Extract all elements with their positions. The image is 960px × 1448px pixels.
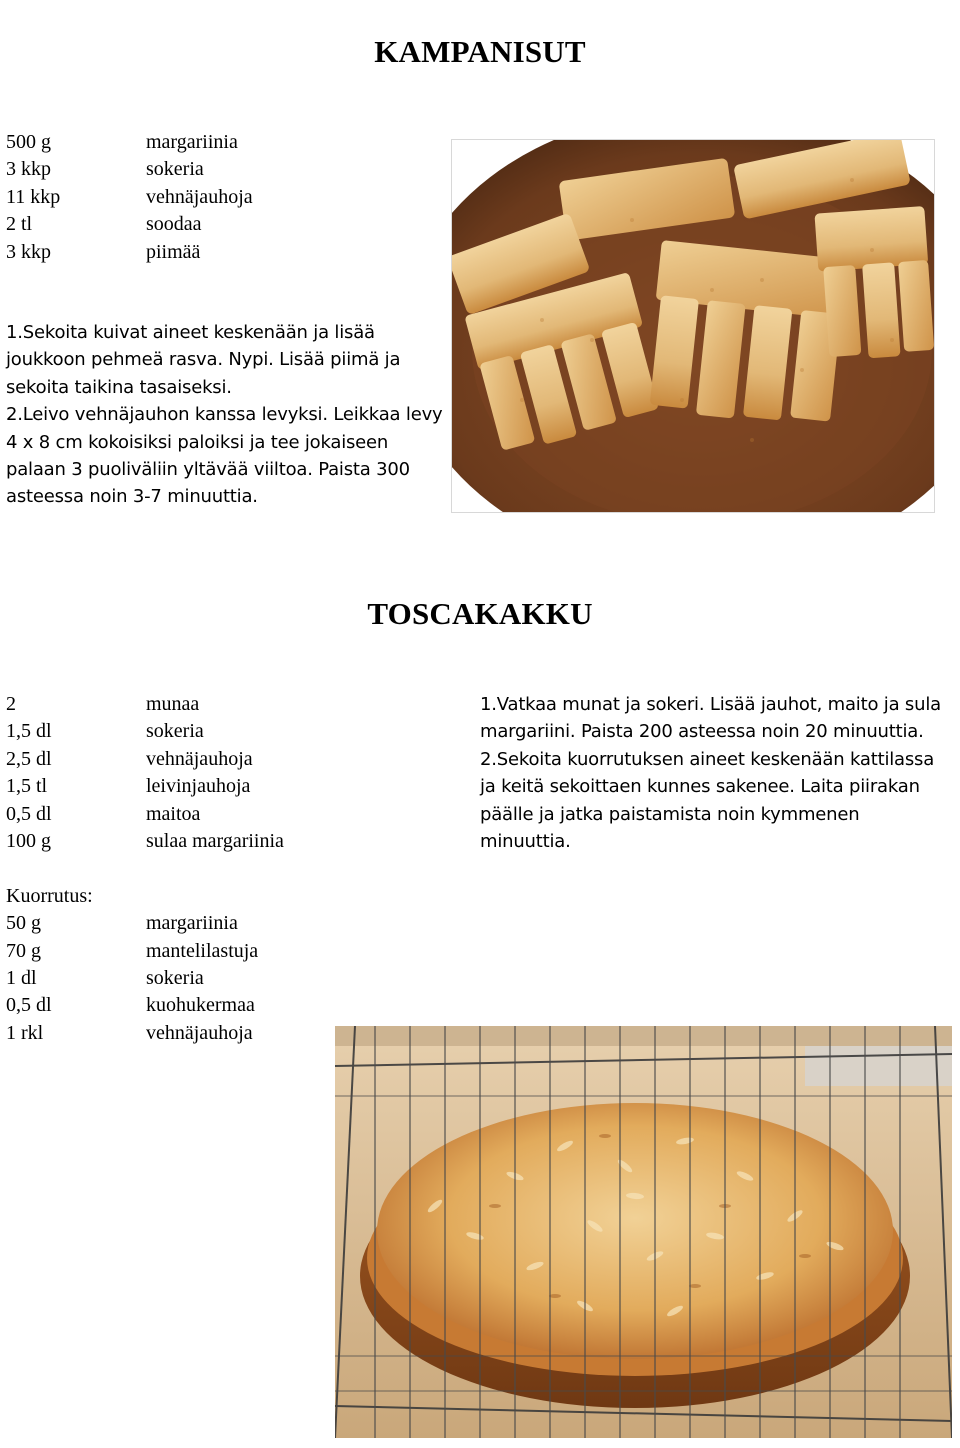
ingredient-list-kampanisut	[6, 129, 253, 266]
topping-row	[6, 910, 284, 937]
ingredient-name: leivinjauhoja	[146, 775, 251, 798]
ingredient-name: maitoa	[146, 802, 201, 825]
topping-heading: Kuorrutus:	[6, 884, 93, 907]
ingredient-name: sulaa margariinia	[146, 830, 284, 853]
list-spacer	[6, 855, 284, 882]
topping-quantity: 1 dl	[6, 967, 37, 990]
cookies-photo	[451, 139, 935, 513]
ingredient-row	[6, 746, 284, 773]
ingredient-name: sokeria	[146, 720, 204, 743]
topping-name: mantelilastuja	[146, 939, 259, 962]
instruction-step-2: 2.Sekoita kuorrutuksen aineet keskenään kattilassa ja keitä sekoittaen kunnes sakenee. Laita piirakan päälle ja jatka paistamista noin kymmenen minuuttia.	[480, 748, 935, 853]
topping-row	[6, 992, 284, 1019]
ingredient-quantity: 0,5 dl	[6, 802, 52, 825]
topping-row	[6, 938, 284, 965]
ingredient-quantity: 2,5 dl	[6, 747, 52, 770]
ingredient-quantity: 2 tl	[6, 213, 33, 236]
ingredient-quantity: 100 g	[6, 830, 51, 853]
instructions-kampanisut	[6, 319, 446, 511]
ingredient-name: piimää	[146, 240, 201, 263]
ingredient-row	[6, 691, 284, 718]
recipe-title-toscakakku: TOSCAKAKKU	[367, 596, 593, 631]
topping-row	[6, 1020, 284, 1047]
instruction-step-2: 2.Leivo vehnäjauhon kanssa levyksi. Leikkaa levy 4 x 8 cm kokoisiksi paloiksi ja tee jokaiseen palaan 3 puoliväliin yltävää viiltoa. Paista 300 asteessa noin 3-7 minuuttia.	[6, 404, 443, 508]
ingredient-row	[6, 718, 284, 745]
ingredient-name: soodaa	[146, 213, 202, 236]
ingredient-quantity: 3 kkp	[6, 240, 51, 263]
instruction-step-1: 1.Vatkaa munat ja sokeri. Lisää jauhot, maito ja sula margariini. Paista 200 asteessa noin 20 minuuttia.	[480, 694, 941, 743]
ingredient-quantity: 3 kkp	[6, 158, 51, 181]
ingredient-quantity: 2	[6, 693, 16, 715]
ingredient-name: munaa	[146, 693, 200, 715]
ingredient-quantity: 11 kkp	[6, 185, 61, 208]
topping-quantity: 70 g	[6, 939, 41, 962]
topping-name: kuohukermaa	[146, 994, 255, 1017]
ingredient-row	[6, 184, 253, 211]
topping-row	[6, 965, 284, 992]
instruction-step-1: 1.Sekoita kuivat aineet keskenään ja lisää joukkoon pehmeä rasva. Nypi. Lisää piimä ja sekoita taikina tasaiseksi.	[6, 322, 401, 398]
ingredient-list-toscakakku	[6, 691, 284, 1047]
topping-quantity: 50 g	[6, 912, 41, 935]
ingredient-row	[6, 828, 284, 855]
topping-quantity: 1 rkl	[6, 1021, 44, 1044]
ingredient-row	[6, 129, 253, 156]
ingredient-name: vehnäjauhoja	[146, 747, 253, 770]
ingredient-row	[6, 239, 253, 266]
ingredient-row	[6, 211, 253, 238]
topping-name: sokeria	[146, 967, 204, 990]
ingredient-row	[6, 773, 284, 800]
topping-name: vehnäjauhoja	[146, 1021, 253, 1044]
ingredient-name: sokeria	[146, 158, 204, 181]
ingredient-quantity: 1,5 tl	[6, 775, 48, 798]
ingredient-row	[6, 801, 284, 828]
recipe-title-kampanisut: KAMPANISUT	[374, 34, 586, 69]
ingredient-row	[6, 156, 253, 183]
instructions-toscakakku	[480, 691, 950, 855]
topping-name: margariinia	[146, 912, 238, 935]
ingredient-name: margariinia	[146, 131, 238, 153]
cake-photo-drawing	[335, 1026, 952, 1438]
topping-quantity: 0,5 dl	[6, 994, 52, 1017]
ingredient-quantity: 1,5 dl	[6, 720, 52, 743]
ingredient-name: vehnäjauhoja	[146, 185, 253, 208]
cookies-photo-drawing	[452, 140, 934, 512]
ingredient-quantity: 500 g	[6, 131, 51, 153]
cake-photo	[335, 1026, 952, 1438]
